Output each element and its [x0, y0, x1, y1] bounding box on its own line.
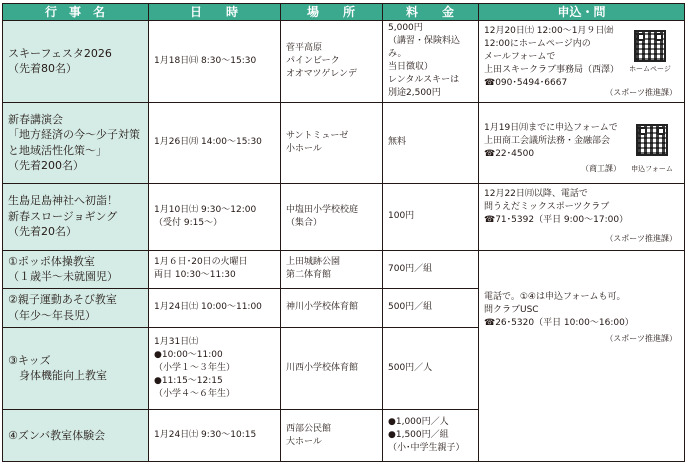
apply-text [484, 291, 634, 330]
datetime-cell [148, 409, 280, 462]
fee-line: 500円／組 [388, 302, 433, 312]
datetime-line: 両日 10:30～11:30 [154, 270, 236, 280]
place-line: パインビーク [286, 55, 340, 66]
event-name-line: （１歳半～未就園児） [8, 270, 118, 283]
event-name-line: と地域活性化策～」 [8, 143, 107, 157]
apply-line: メールフォームで [484, 52, 556, 62]
place-line: 大ホール [286, 436, 322, 447]
header-apply: 申込・問 [478, 3, 685, 20]
event-name-line: 身体機能向上教室 [8, 369, 107, 382]
header-datetime: 日 時 [148, 3, 280, 20]
apply-line: 電話で。①④は申込フォームも可。 [484, 292, 626, 302]
apply-line: 問うえだミックスポーツクラブ [484, 202, 610, 212]
datetime-cell [148, 20, 280, 102]
fee-line: ●1,500円／組 [388, 430, 449, 440]
event-name-line: 新春講演会 [8, 112, 63, 126]
place-cell [280, 288, 382, 327]
place-cell [280, 327, 382, 409]
apply-line: ☎22･4500 [484, 149, 535, 159]
datetime-cell [148, 183, 280, 250]
apply-line: ☎26･5320（平日 10:00～16:00） [484, 318, 634, 328]
apply-cell [478, 183, 685, 250]
fee-line: 500円／人 [388, 362, 433, 373]
fee-line: ●1,000円／人 [388, 417, 449, 427]
place-line: オオマツゲレンデ [286, 68, 357, 79]
datetime-cell [148, 327, 280, 409]
event-name-line: （先着200名） [8, 159, 84, 172]
department-note: （スポーツ推進課） [605, 334, 677, 343]
place-cell [280, 102, 382, 183]
header-place: 場 所 [280, 3, 382, 20]
apply-text [484, 25, 619, 90]
qr-code-icon[interactable] [636, 124, 668, 156]
event-name-line: （先着80名） [8, 62, 77, 75]
fee-line: 当日徴収） [388, 62, 434, 72]
fee-cell [382, 409, 478, 462]
department-note: （スポーツ推進課） [605, 88, 677, 97]
apply-line: 12月22日㈪以降、電話で [484, 189, 588, 199]
fee-line: （講習・保険料込み。 [388, 36, 461, 59]
event-name-line: （先着20名） [8, 225, 77, 239]
event-name-parent-child [2, 288, 148, 327]
event-name-line: ③キッズ [8, 353, 51, 367]
department-note: （スポーツ推進課） [605, 234, 677, 243]
qr-code-icon[interactable] [634, 30, 666, 62]
apply-line: 1月19日㈪までに申込フォームで [484, 123, 618, 133]
place-cell [280, 409, 382, 462]
datetime-line: 1月26日㈪ 14:00～15:30 [154, 137, 262, 147]
datetime-line: （小学４～６年生） [154, 388, 236, 399]
event-name-line: （年少～年長児） [8, 308, 96, 322]
event-name-line: ①ポッポ体操教室 [8, 254, 95, 268]
place-line: 上田城跡公園 [286, 257, 341, 267]
apply-text [484, 188, 628, 227]
header-event: 行 事 名 [2, 3, 148, 20]
apply-line: 上田商工会議所法務・金融部会 [484, 136, 611, 146]
datetime-cell [148, 250, 280, 288]
place-line: 川西小学校体育館 [286, 362, 359, 373]
fee-line: （小･中学生親子） [388, 443, 465, 453]
apply-line: 12:00にホームページ内の [484, 39, 591, 49]
fee-line: 100円 [388, 211, 415, 221]
fee-cell [382, 250, 478, 288]
fee-cell [382, 102, 478, 183]
department-note: （商工課） [581, 164, 621, 173]
event-name-line: 新春スロージョギング [8, 209, 118, 223]
place-cell [280, 250, 382, 288]
fee-line: レンタルスキーは [388, 75, 460, 85]
place-line: （集合） [286, 217, 323, 228]
apply-cell [478, 20, 685, 102]
apply-cell [478, 102, 685, 183]
event-name-line: スキーフェスタ2026 [8, 46, 112, 60]
datetime-line: 1月31日㈯ [154, 336, 199, 347]
apply-cell-merged [478, 250, 685, 462]
datetime-line: 1月18日㈰ 8:30～15:30 [154, 55, 257, 66]
event-name-poppo [2, 250, 148, 288]
place-line: サントミューゼ [286, 130, 349, 141]
datetime-line: 1月６日･20日の火曜日 [154, 257, 248, 267]
datetime-line: 1月24日㈯ 9:30～10:15 [154, 430, 257, 440]
place-line: 中塩田小学校校庭 [286, 204, 359, 215]
event-name-kids [2, 327, 148, 409]
event-name-zumba [2, 409, 148, 462]
event-name-ski-festa [2, 20, 148, 102]
apply-line: 12月20日㈯ 12:00～1月９日㈮ [484, 26, 614, 36]
datetime-cell [148, 288, 280, 327]
apply-text [484, 122, 618, 161]
datetime-line: 1月10日㈯ 9:30～12:00 [154, 204, 257, 215]
fee-cell [382, 183, 478, 250]
event-name-line: ④ズンバ教室体験会 [8, 428, 106, 442]
place-line: 第二体育館 [286, 270, 332, 280]
place-line: 西部公民館 [286, 423, 332, 434]
place-cell [280, 183, 382, 250]
datetime-line: 1月24日㈯ 10:00～11:00 [154, 302, 262, 312]
datetime-line: （小学１～３年生） [154, 362, 236, 373]
event-name-line: ②親子運動あそび教室 [8, 293, 117, 306]
header-fee: 料 金 [382, 3, 478, 20]
datetime-line: ●11:15～12:15 [154, 375, 223, 386]
datetime-cell [148, 102, 280, 183]
fee-cell [382, 327, 478, 409]
qr-caption: 申込フォーム [631, 165, 673, 173]
place-line: 小ホール [286, 143, 322, 154]
fee-line: 無料 [388, 137, 407, 147]
fee-cell [382, 288, 478, 327]
place-cell [280, 20, 382, 102]
event-name-line: 生島足島神社へ初詣！ [8, 194, 118, 208]
apply-line: ☎71･5392（平日 9:00～17:00） [484, 215, 629, 225]
fee-line: 5,000円 [388, 23, 423, 33]
fee-line: 700円／組 [388, 263, 433, 274]
event-name-line: 「地方経済の今～少子対策 [8, 128, 140, 141]
fee-line: 別途2,500円 [388, 88, 441, 98]
event-name-lecture [2, 102, 148, 183]
apply-line: 問クラブUSC [484, 305, 539, 315]
qr-caption: ホームページ [629, 65, 671, 73]
place-line: 神川小学校体育館 [286, 302, 359, 312]
datetime-line: （受付 9:15～） [154, 217, 223, 228]
apply-line: 上田スキークラブ事務局（西澤） [484, 65, 620, 75]
event-name-jogging [2, 183, 148, 250]
place-line: 菅平高原 [286, 42, 323, 53]
fee-cell [382, 20, 478, 102]
apply-line: ☎090･5494･6667 [484, 78, 568, 88]
datetime-line: ●10:00～11:00 [154, 349, 223, 360]
